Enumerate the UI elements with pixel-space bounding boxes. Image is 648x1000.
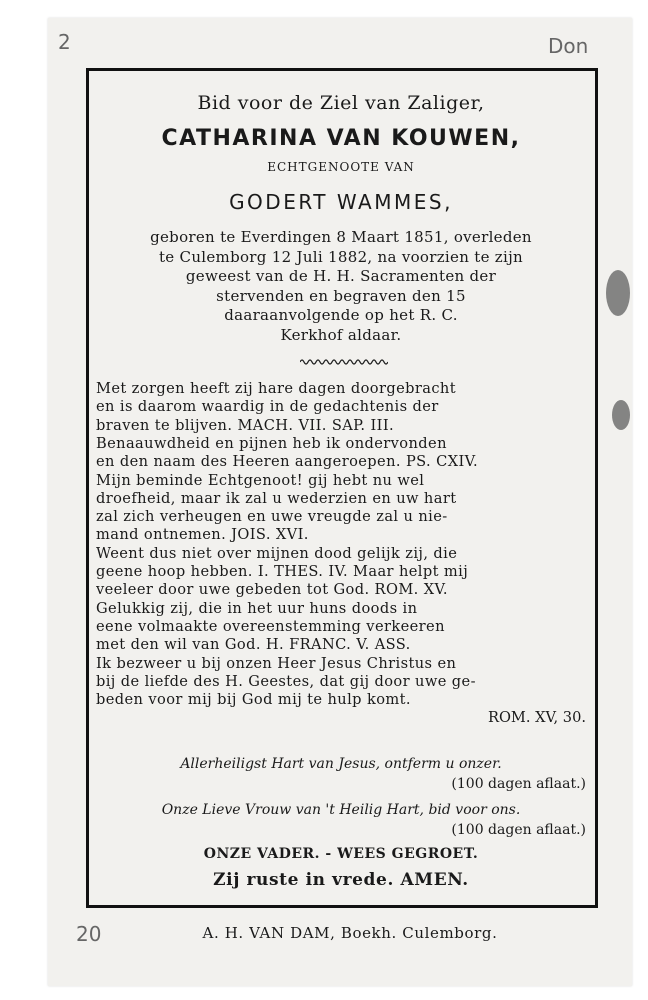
bio-line: geboren te Everdingen 8 Maart 1851, overleden (150, 228, 532, 246)
prayer-line: Allerheiligst Hart van Jesus, ontferm u onzer. (180, 756, 502, 772)
scripture-line: beden voor mij bij God mij te hulp komt. (96, 691, 411, 709)
indulgence-note: (100 dagen aflaat.) (451, 776, 586, 792)
bio-line: te Culemborg 12 Juli 1882, na voorzien te zijn (158, 247, 524, 266)
scripture-line: Mijn beminde Echtgenoot! gij hebt nu wel (96, 471, 425, 489)
scripture-line: Gelukkig zij, die in het uur huns doods in (96, 599, 418, 617)
invocation-line: Bid voor de Ziel van Zaliger, (197, 92, 485, 114)
indulgence-note: (100 dagen aflaat.) (451, 822, 586, 838)
handwritten-note: Don (548, 34, 589, 58)
scripture-line: Weent dus niet over mijnen dood gelijk zij, die (96, 544, 458, 562)
scripture-line: geene hoop hebben. I. THES. IV. Maar helpt mij (96, 563, 469, 580)
scripture-line: mand ontnemen. JOIS. XVI. (96, 526, 309, 544)
bio-line: stervenden en begraven den 15 (216, 286, 466, 305)
printer-imprint: A. H. VAN DAM, Boekh. Culemborg. (202, 924, 498, 942)
closing-prayers: ONZE VADER. - WEES GEGROET. (203, 846, 479, 862)
bio-line: daaraanvolgende op het R. C. (224, 306, 458, 324)
scripture-line: braven te blijven. MACH. VII. SAP. III. (96, 416, 395, 434)
prayer-line: Onze Lieve Vrouw van 't Heilig Hart, bid voor ons. (161, 802, 521, 818)
scripture-line: Benaauwdheid en pijnen heb ik ondervonden (96, 434, 447, 452)
scripture-line: veeleer door uwe gebeden tot God. ROM. XV. (96, 581, 448, 599)
bio-line: Kerkhof aldaar. (280, 325, 402, 344)
scripture-line: zal zich verheugen en uwe vreugde zal u nie- (96, 508, 448, 526)
stain-mark (612, 400, 630, 430)
scripture-line: droefheid, maar ik zal u wederzien en uw hart (96, 489, 457, 507)
scripture-line: bij de liefde des H. Geestes, dat gij door uwe ge- (96, 672, 476, 690)
scripture-line: en is daarom waardig in de gedachtenis der (96, 398, 439, 416)
scripture-line: met den wil van God. H. FRANC. V. ASS. (96, 636, 411, 654)
handwritten-number-bottom: 20 (76, 922, 102, 946)
deceased-name: CATHARINA VAN KOUWEN, (161, 126, 521, 151)
scripture-line: ROM. XV, 30. (487, 709, 586, 727)
husband-name: GODERT WAMMES, (229, 190, 453, 214)
rest-in-peace: Zij ruste in vrede. AMEN. (213, 870, 469, 890)
handwritten-number: 2 (58, 30, 71, 54)
stain-mark (606, 270, 630, 316)
bio-line: geweest van de H. H. Sacramenten der (185, 267, 497, 285)
scripture-line: eene volmaakte overeenstemming verkeeren (96, 617, 445, 635)
spouse-label: ECHTGENOOTE VAN (267, 160, 415, 174)
scripture-line: Ik bezweer u bij onzen Heer Jesus Christus en (96, 654, 457, 672)
scripture-line: en den naam des Heeren aangeroepen. PS. CXIV. (96, 453, 479, 471)
scripture-line: Met zorgen heeft zij hare dagen doorgebracht (96, 380, 456, 397)
ornamental-divider (300, 352, 388, 362)
